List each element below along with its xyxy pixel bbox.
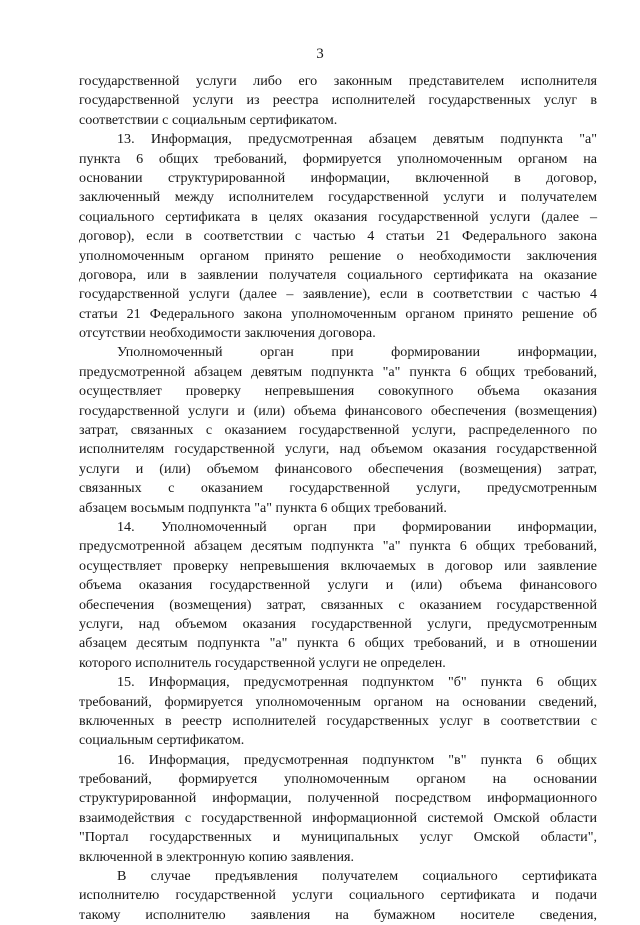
text-line: абзацем десятым подпункта "а" пункта 6 общих требований, и в отношении bbox=[79, 635, 597, 652]
document-body bbox=[79, 72, 597, 925]
text-line: включенных в реестр исполнителей государственных услуг в соответствии с bbox=[79, 712, 597, 729]
text-line: осуществляет проверку непревышения совокупного объема оказания bbox=[79, 383, 597, 400]
text-line: социальным сертификатом. bbox=[79, 732, 245, 749]
text-line: исполнителю государственной услуги социального сертификата и подачи bbox=[79, 887, 597, 904]
text-line: Уполномоченный орган при формировании информации, bbox=[117, 344, 597, 361]
text-line: предусмотренной абзацем девятым подпункта "а" пункта 6 общих требований, bbox=[79, 363, 597, 380]
text-line: уполномоченным органом принято решение о необходимости заключения bbox=[79, 247, 597, 264]
text-line: включенной в электронную копию заявления. bbox=[79, 848, 355, 865]
text-line: затрат, связанных с оказанием государственной услуги, распределенного по bbox=[79, 422, 597, 439]
text-line: В случае предъявления получателем социального сертификата bbox=[117, 868, 597, 885]
text-line: которого исполнитель государственной услуги не определен. bbox=[79, 654, 446, 671]
text-line: государственной услуги и (или) объема финансового обеспечения (возмещения) bbox=[79, 402, 597, 419]
text-line: такому исполнителю заявления на бумажном носителе сведения, bbox=[79, 906, 597, 923]
page-number: 3 bbox=[316, 46, 324, 62]
text-line: "Портал государственных и муниципальных услуг Омской области", bbox=[79, 829, 597, 846]
text-line: 14. Уполномоченный орган при формировании информации, bbox=[117, 518, 597, 535]
text-line: социального сертификата в целях оказания государственной услуги (далее – bbox=[79, 208, 597, 225]
text-line: услуги, над объемом оказания государственной услуги, предусмотренным bbox=[79, 615, 597, 632]
text-line: обеспечения (возмещения) затрат, связанных с оказанием государственной bbox=[79, 596, 597, 613]
text-line: отсутствии необходимости заключения договора. bbox=[79, 325, 376, 342]
text-line: статьи 21 Федерального закона уполномоченным органом принято решение об bbox=[79, 305, 597, 322]
text-line: соответствии с социальным сертификатом. bbox=[79, 111, 338, 128]
text-line: 13. Информация, предусмотренная абзацем девятым подпункта "а" bbox=[117, 131, 597, 148]
text-line: требований, формируется уполномоченным органом на основании bbox=[79, 771, 597, 788]
text-line: требований, формируется уполномоченным органом на основании сведений, bbox=[79, 693, 597, 710]
text-line: взаимодействия с государственной информационной системой Омской области bbox=[79, 809, 597, 826]
text-line: договора, или в заявлении получателя социального сертификата на оказание bbox=[79, 266, 597, 283]
text-line: структурированной информации, полученной посредством информационного bbox=[79, 790, 597, 807]
text-line: государственной услуги из реестра исполнителей государственных услуг в bbox=[79, 92, 597, 109]
text-line: государственной услуги (далее – заявление), если в соответствии с частью 4 bbox=[79, 286, 597, 303]
text-line: объема оказания государственной услуги и (или) объема финансового bbox=[79, 577, 597, 594]
text-line: осуществляет проверку непревышения включаемых в договор или заявление bbox=[79, 557, 597, 574]
text-line: услуги и (или) объемом финансового обеспечения (возмещения) затрат, bbox=[79, 460, 597, 477]
text-line: основании структурированной информации, включенной в договор, bbox=[79, 169, 597, 186]
text-line: пункта 6 общих требований, формируется уполномоченным органом на bbox=[79, 150, 597, 167]
text-line: государственной услуги либо его законным представителем исполнителя bbox=[79, 73, 597, 89]
text-line: 15. Информация, предусмотренная подпунктом "б" пункта 6 общих bbox=[117, 674, 597, 691]
text-line: абзацем восьмым подпункта "а" пункта 6 общих требований. bbox=[79, 499, 447, 516]
text-line: 16. Информация, предусмотренная подпунктом "в" пункта 6 общих bbox=[117, 751, 597, 768]
text-line: связанных с оказанием государственной услуги, предусмотренным bbox=[79, 480, 597, 497]
text-line: заключенный между исполнителем государственной услуги и получателем bbox=[79, 189, 597, 206]
text-line: договор), если в соответствии с частью 4 статьи 21 Федерального закона bbox=[79, 228, 597, 245]
text-line: предусмотренной абзацем десятым подпункта "а" пункта 6 общих требований, bbox=[79, 538, 597, 555]
text-line: исполнителям государственной услуги, над объемом оказания государственной bbox=[79, 441, 597, 458]
